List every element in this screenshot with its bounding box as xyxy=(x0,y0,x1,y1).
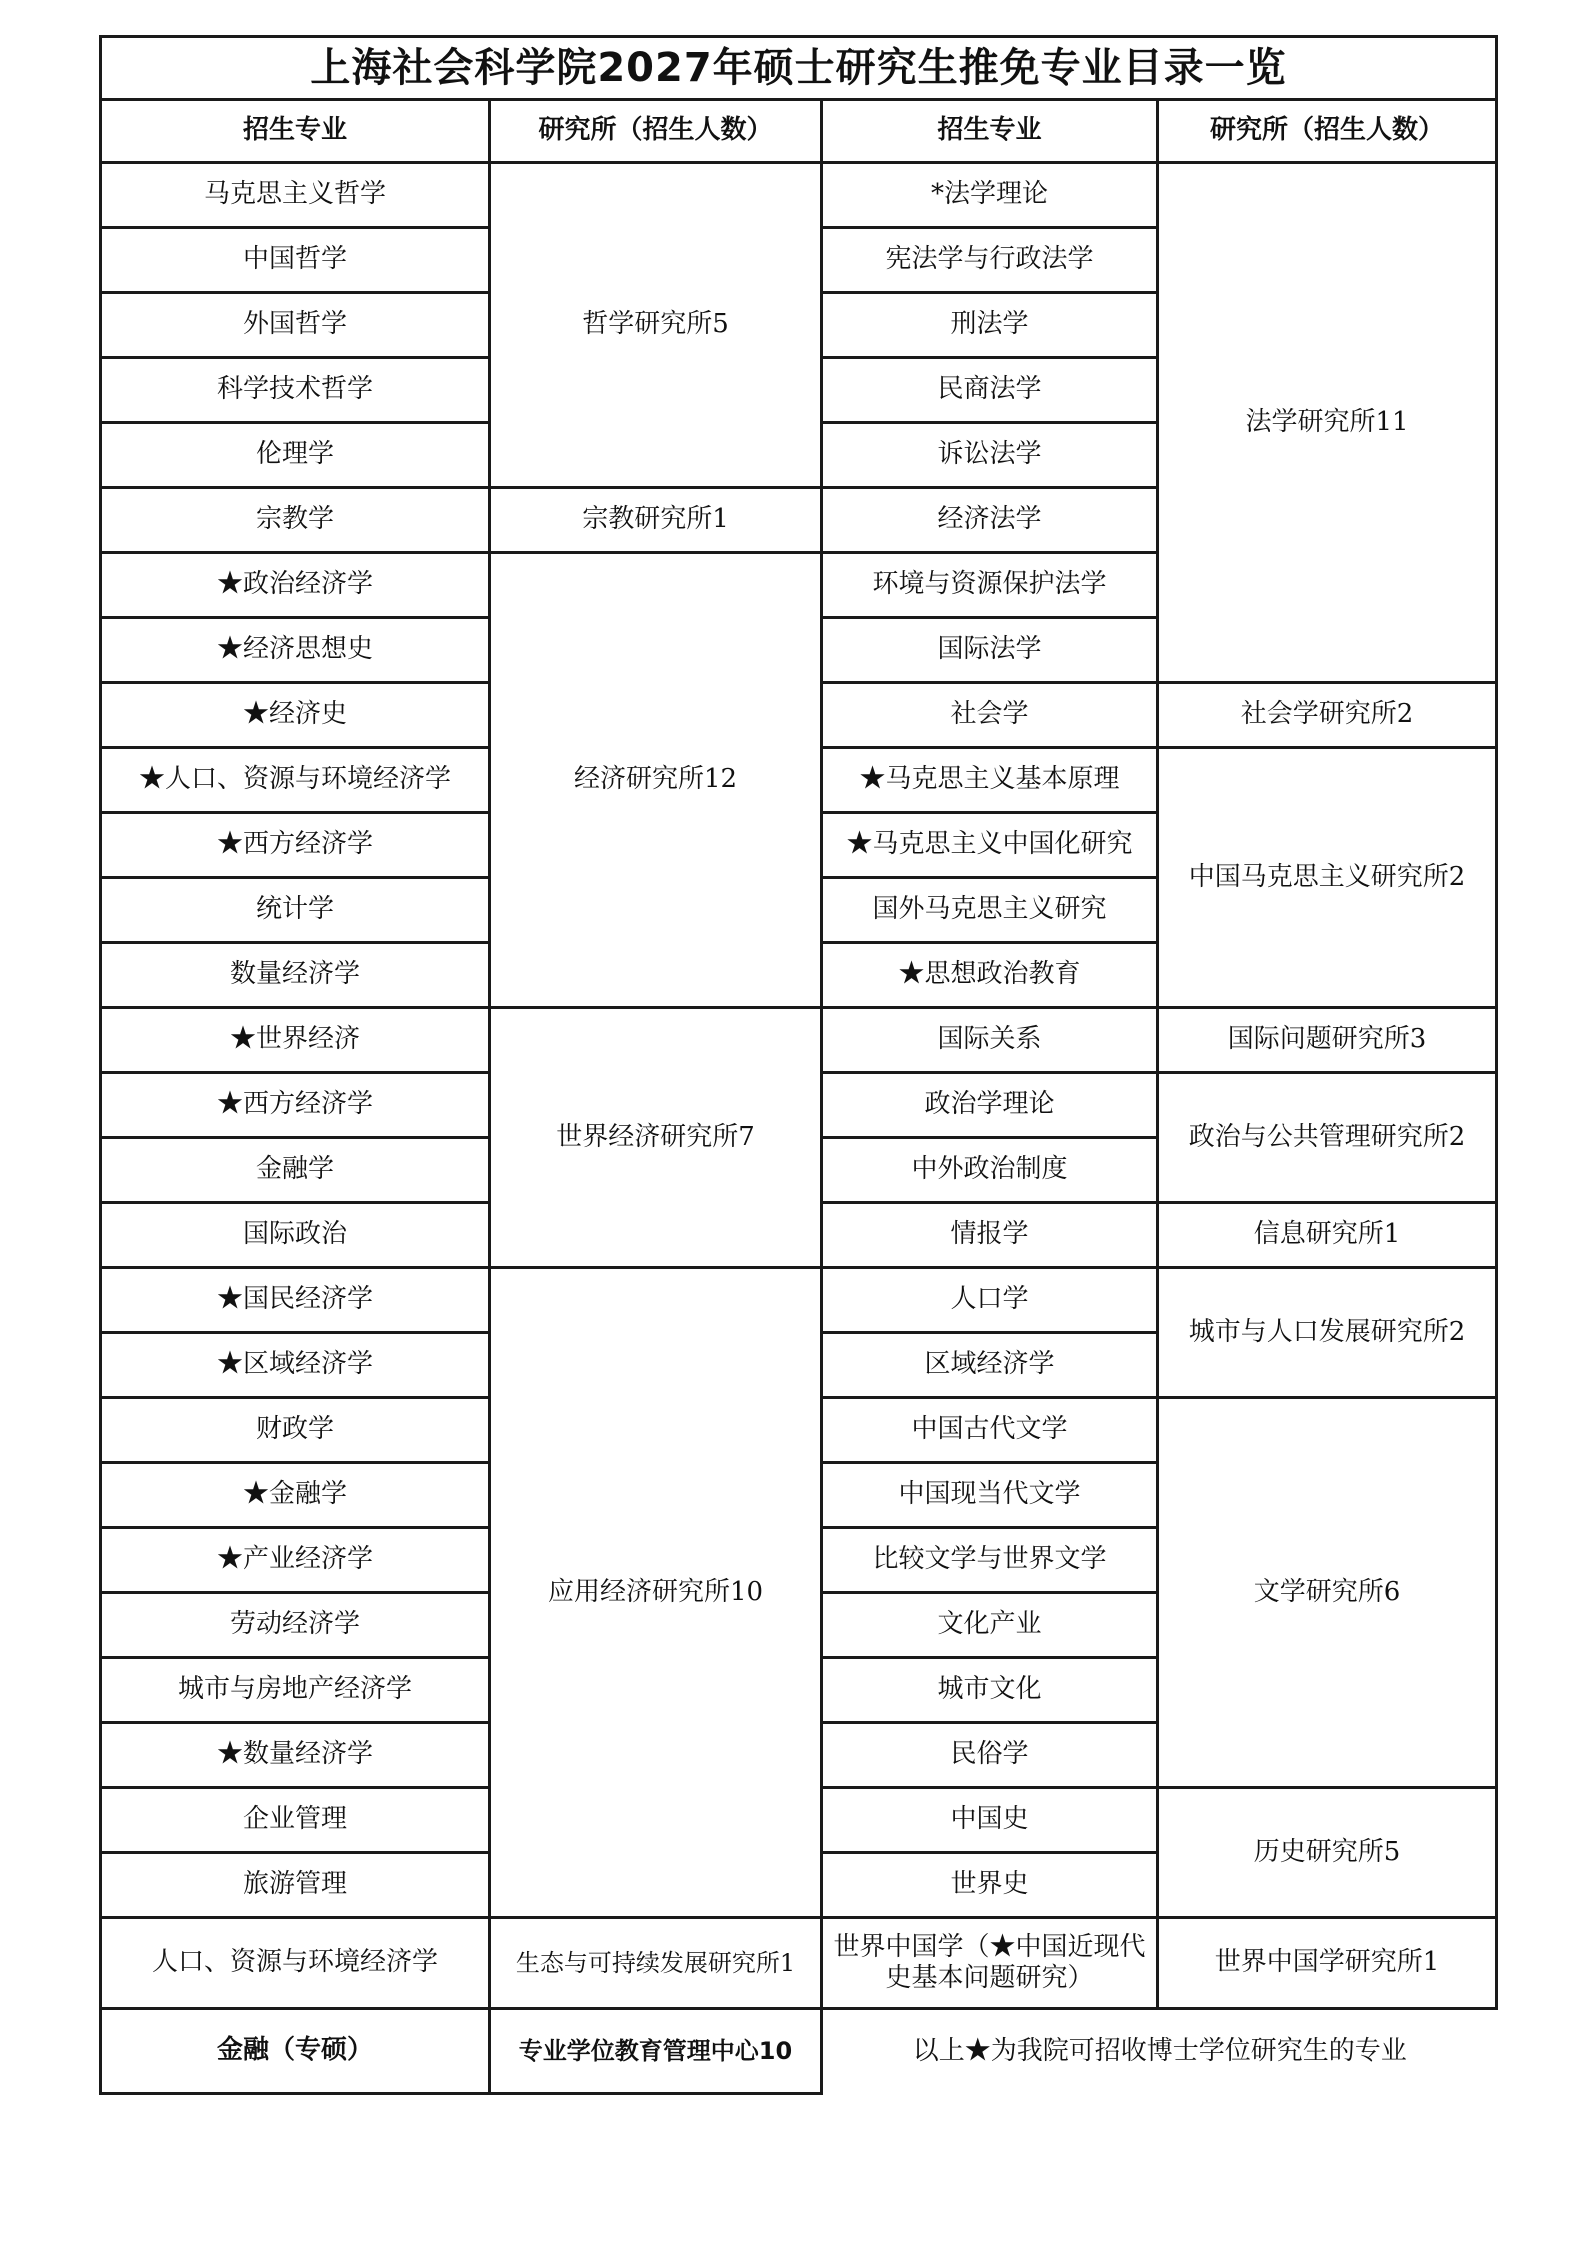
major-left: 伦理学 xyxy=(101,423,490,488)
major-right: 比较文学与世界文学 xyxy=(822,1528,1158,1593)
major-left: ★经济思想史 xyxy=(101,618,490,683)
major-right: 中国史 xyxy=(822,1788,1158,1853)
column-header-institute: 研究所（招生人数） xyxy=(1158,100,1497,163)
major-left: ★经济史 xyxy=(101,683,490,748)
major-left: 金融（专硕） xyxy=(101,2009,490,2094)
institute-right: 文学研究所6 xyxy=(1158,1398,1497,1788)
major-left: ★数量经济学 xyxy=(101,1723,490,1788)
major-right: 民商法学 xyxy=(822,358,1158,423)
column-header-major: 招生专业 xyxy=(822,100,1158,163)
major-left: ★西方经济学 xyxy=(101,1073,490,1138)
table-row xyxy=(101,1268,1497,1333)
major-right: 城市文化 xyxy=(822,1658,1158,1723)
major-left: 马克思主义哲学 xyxy=(101,163,490,228)
major-right: *法学理论 xyxy=(822,163,1158,228)
enrollment-catalog-table xyxy=(99,35,1498,2095)
institute-right: 世界中国学研究所1 xyxy=(1158,1918,1497,2009)
major-right: 文化产业 xyxy=(822,1593,1158,1658)
institute-right: 法学研究所11 xyxy=(1158,163,1497,683)
major-right: 中国古代文学 xyxy=(822,1398,1158,1463)
major-right: 中外政治制度 xyxy=(822,1138,1158,1203)
institute-left: 生态与可持续发展研究所1 xyxy=(490,1918,822,2009)
major-right: ★思想政治教育 xyxy=(822,943,1158,1008)
major-left: ★人口、资源与环境经济学 xyxy=(101,748,490,813)
institute-left: 应用经济研究所10 xyxy=(490,1268,822,1918)
major-right: ★马克思主义基本原理 xyxy=(822,748,1158,813)
major-left: ★政治经济学 xyxy=(101,553,490,618)
major-right: 刑法学 xyxy=(822,293,1158,358)
major-right: 环境与资源保护法学 xyxy=(822,553,1158,618)
major-left: 人口、资源与环境经济学 xyxy=(101,1918,490,2009)
institute-right: 历史研究所5 xyxy=(1158,1788,1497,1918)
major-right: 世界史 xyxy=(822,1853,1158,1918)
institute-left: 宗教研究所1 xyxy=(490,488,822,553)
institute-left: 世界经济研究所7 xyxy=(490,1008,822,1268)
major-right: 区域经济学 xyxy=(822,1333,1158,1398)
table-row xyxy=(101,1008,1497,1073)
major-right: 人口学 xyxy=(822,1268,1158,1333)
major-left: 宗教学 xyxy=(101,488,490,553)
major-right: 国际法学 xyxy=(822,618,1158,683)
institute-left: 专业学位教育管理中心10 xyxy=(490,2009,822,2094)
major-left: 数量经济学 xyxy=(101,943,490,1008)
major-left: ★世界经济 xyxy=(101,1008,490,1073)
institute-right: 中国马克思主义研究所2 xyxy=(1158,748,1497,1008)
header-row xyxy=(101,100,1497,163)
major-right: 社会学 xyxy=(822,683,1158,748)
major-right: 中国现当代文学 xyxy=(822,1463,1158,1528)
major-right: 民俗学 xyxy=(822,1723,1158,1788)
table-row xyxy=(101,1918,1497,2009)
footnote: 以上★为我院可招收博士学位研究生的专业 xyxy=(822,2009,1497,2094)
major-right: 宪法学与行政法学 xyxy=(822,228,1158,293)
institute-right: 城市与人口发展研究所2 xyxy=(1158,1268,1497,1398)
major-left: 统计学 xyxy=(101,878,490,943)
major-left: 财政学 xyxy=(101,1398,490,1463)
table-row xyxy=(101,2009,1497,2094)
major-left: 中国哲学 xyxy=(101,228,490,293)
major-right: 国外马克思主义研究 xyxy=(822,878,1158,943)
column-header-major: 招生专业 xyxy=(101,100,490,163)
major-left: ★区域经济学 xyxy=(101,1333,490,1398)
major-right: 情报学 xyxy=(822,1203,1158,1268)
document-title: 上海社会科学院2027年硕士研究生推免专业目录一览 xyxy=(101,37,1497,100)
institute-right: 国际问题研究所3 xyxy=(1158,1008,1497,1073)
major-right: 诉讼法学 xyxy=(822,423,1158,488)
major-right: 政治学理论 xyxy=(822,1073,1158,1138)
major-left: 劳动经济学 xyxy=(101,1593,490,1658)
major-right: 世界中国学（★中国近现代史基本问题研究） xyxy=(822,1918,1158,2009)
column-header-institute: 研究所（招生人数） xyxy=(490,100,822,163)
major-left: 城市与房地产经济学 xyxy=(101,1658,490,1723)
major-left: 旅游管理 xyxy=(101,1853,490,1918)
institute-left: 哲学研究所5 xyxy=(490,163,822,488)
institute-right: 信息研究所1 xyxy=(1158,1203,1497,1268)
table-row xyxy=(101,163,1497,228)
major-left: 企业管理 xyxy=(101,1788,490,1853)
institute-right: 政治与公共管理研究所2 xyxy=(1158,1073,1497,1203)
major-left: ★国民经济学 xyxy=(101,1268,490,1333)
major-left: ★西方经济学 xyxy=(101,813,490,878)
title-row xyxy=(101,37,1497,100)
major-right: 经济法学 xyxy=(822,488,1158,553)
major-left: 科学技术哲学 xyxy=(101,358,490,423)
major-left: ★金融学 xyxy=(101,1463,490,1528)
major-left: 国际政治 xyxy=(101,1203,490,1268)
major-right: 国际关系 xyxy=(822,1008,1158,1073)
major-left: ★产业经济学 xyxy=(101,1528,490,1593)
major-left: 金融学 xyxy=(101,1138,490,1203)
major-left: 外国哲学 xyxy=(101,293,490,358)
institute-left: 经济研究所12 xyxy=(490,553,822,1008)
major-right: ★马克思主义中国化研究 xyxy=(822,813,1158,878)
institute-right: 社会学研究所2 xyxy=(1158,683,1497,748)
